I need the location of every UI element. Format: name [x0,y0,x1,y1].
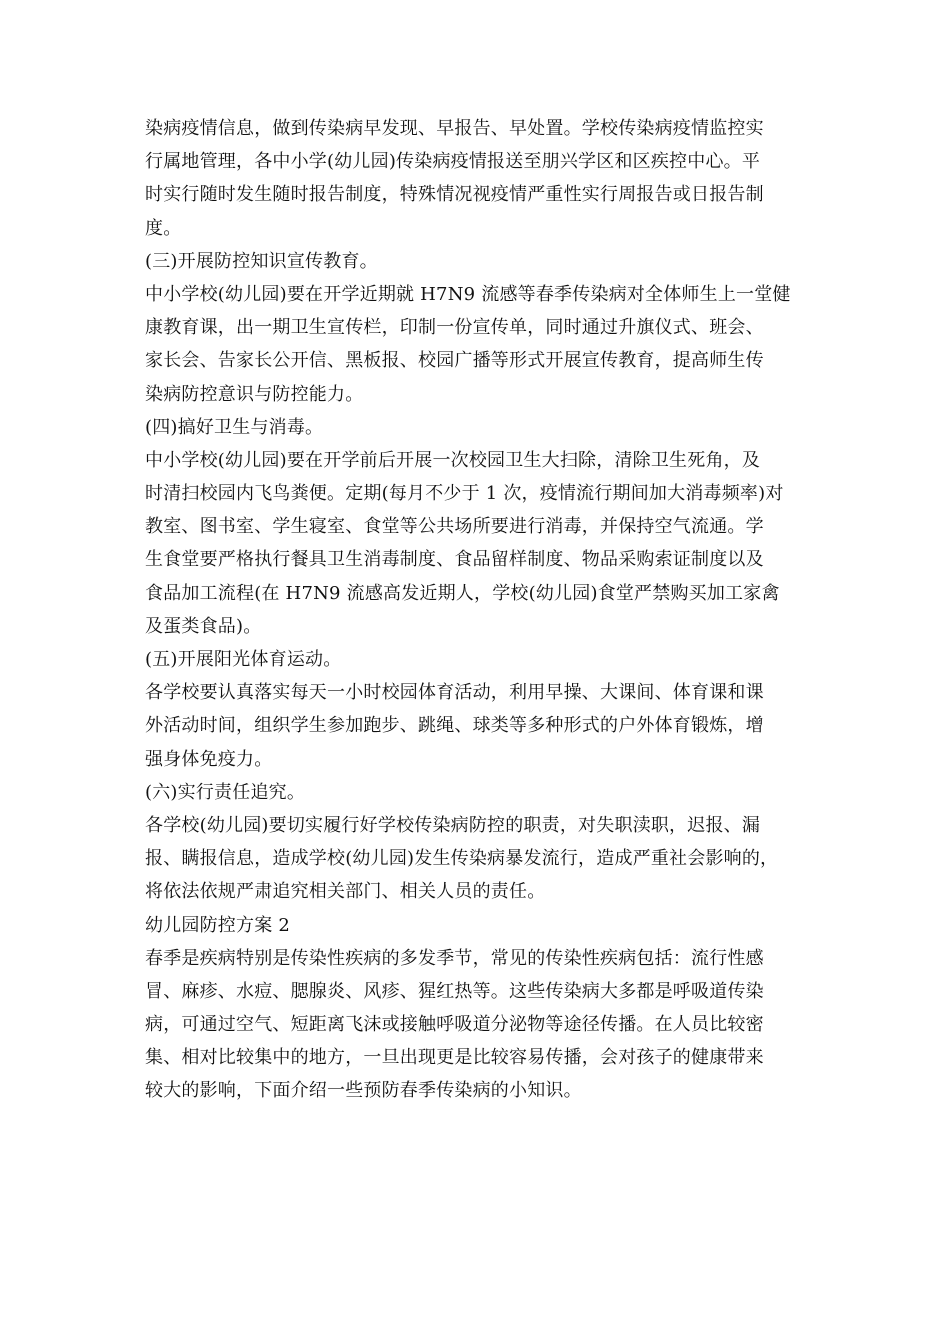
text-line: 染病防控意识与防控能力。 [145,383,364,405]
text-line: 度。 [145,217,182,239]
text-line: 家长会、告家长公开信、黑板报、校园广播等形式开展宣传教育，提高师生传 [145,350,764,372]
text-line: 冒、麻疹、水痘、腮腺炎、风疹、猩红热等。这些传染病大多都是呼吸道传染 [145,980,764,1002]
text-line: 较大的影响，下面介绍一些预防春季传染病的小知识。 [145,1080,582,1102]
text-line: 染病疫情信息，做到传染病早发现、早报告、早处置。学校传染病疫情监控实 [145,118,764,139]
text-line: 将依法依规严肃追究相关部门、相关人员的责任。 [145,881,546,903]
text-line: 食品加工流程(在 H7N9 流感高发近期人，学校(幼儿园)食堂严禁购买加工家禽 [145,582,780,604]
section-heading: (六)实行责任追究。 [145,781,306,803]
text-line: 各学校(幼儿园)要切实履行好学校传染病防控的职责，对失职渎职，迟报、漏 [145,814,761,836]
section-heading: (三)开展防控知识宣传教育。 [145,250,378,272]
section-heading: (五)开展阳光体育运动。 [145,649,342,670]
text-line: 教室、图书室、学生寝室、食堂等公共场所要进行消毒，并保持空气流通。学 [145,516,764,538]
text-line: 外活动时间，组织学生参加跑步、跳绳、球类等多种形式的户外体育锻炼，增 [145,715,764,737]
text-line: 行属地管理，各中小学(幼儿园)传染病疫情报送至朋兴学区和区疾控中心。平 [145,151,761,173]
text-line: 生食堂要严格执行餐具卫生消毒制度、食品留样制度、物品采购索证制度以及 [145,549,764,571]
text-line: 病，可通过空气、短距离飞沫或接触呼吸道分泌物等途径传播。在人员比较密 [145,1014,764,1036]
text-line: 春季是疾病特别是传染性疾病的多发季节，常见的传染性疾病包括：流行性感 [145,947,764,969]
text-line: 时清扫校园内飞鸟粪便。定期(每月不少于 1 次，疫情流行期间加大消毒频率)对 [145,483,784,505]
text-line: 康教育课，出一期卫生宣传栏，印制一份宣传单，同时通过升旗仪式、班会、 [145,317,764,339]
text-line: 报、瞒报信息，造成学校(幼儿园)发生传染病暴发流行，造成严重社会影响的， [145,848,779,870]
text-line: 及蛋类食品)。 [145,615,262,637]
text-line: 各学校要认真落实每天一小时校园体育活动，利用早操、大课间、体育课和课 [145,682,764,704]
section-heading: (四)搞好卫生与消毒。 [145,416,324,438]
document-body [145,112,815,1108]
text-line: 时实行随时发生随时报告制度，特殊情况视疫情严重性实行周报告或日报告制 [145,184,764,206]
text-line: 中小学校(幼儿园)要在开学前后开展一次校园卫生大扫除，清除卫生死角，及 [145,449,761,471]
text-line: 中小学校(幼儿园)要在开学近期就 H7N9 流感等春季传染病对全体师生上一堂健 [145,283,791,305]
text-line: 集、相对比较集中的地方，一旦出现更是比较容易传播，会对孩子的健康带来 [145,1047,764,1069]
plan-title: 幼儿园防控方案 2 [145,914,290,936]
text-line: 强身体免疫力。 [145,748,273,770]
